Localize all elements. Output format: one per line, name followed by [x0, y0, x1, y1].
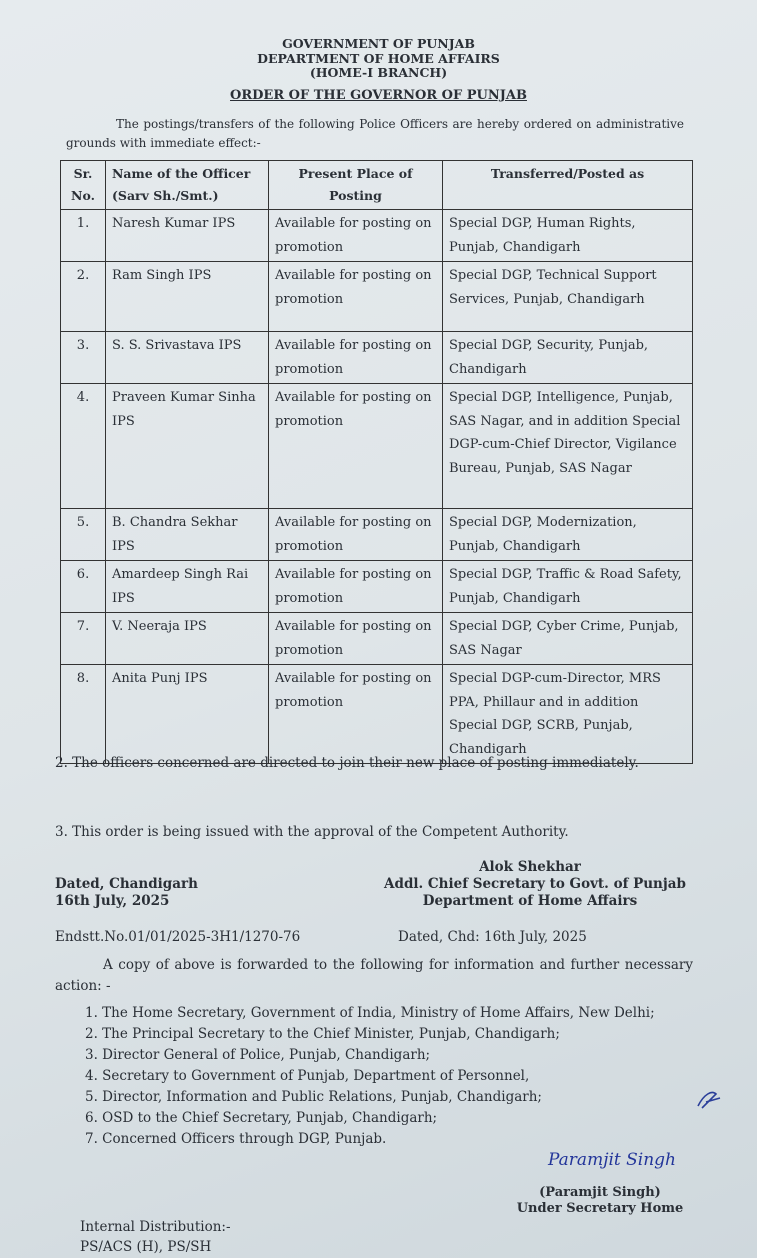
cell-present-posting: Available for posting on promotion	[269, 262, 443, 332]
cell-officer-name: Ram Singh IPS	[106, 262, 269, 332]
cell-present-posting: Available for posting on promotion	[269, 665, 443, 764]
cell-posted-as: Special DGP, Intelligence, Punjab, SAS Nagar, and in addition Special DGP-cum-Chief Director, Vigilance Bureau, Punjab, SAS Nagar	[443, 384, 693, 509]
cell-present-posting: Available for posting on promotion	[269, 561, 443, 613]
cell-officer-name: S. S. Srivastava IPS	[106, 332, 269, 384]
copy-list-item: 7. Concerned Officers through DGP, Punjab.	[85, 1131, 387, 1147]
dated-date: 16th July, 2025	[55, 893, 170, 909]
table-row	[61, 665, 693, 764]
cell-sr: 2.	[61, 262, 106, 332]
cell-present-posting: Available for posting on promotion	[269, 210, 443, 262]
signature: Paramjit Singh	[548, 1150, 676, 1170]
copy-list-item: 6. OSD to the Chief Secretary, Punjab, Chandigarh;	[85, 1110, 438, 1126]
postings-table	[60, 160, 693, 764]
cell-sr: 8.	[61, 665, 106, 764]
copy-list-item: 3. Director General of Police, Punjab, Chandigarh;	[85, 1047, 431, 1063]
dated-place: Dated, Chandigarh	[55, 876, 198, 892]
col-present: Present Place of Posting	[269, 161, 443, 210]
cell-sr: 7.	[61, 613, 106, 665]
cell-officer-name: V. Neeraja IPS	[106, 613, 269, 665]
cell-posted-as: Special DGP, Technical Support Services, Punjab, Chandigarh	[443, 262, 693, 332]
cell-present-posting: Available for posting on promotion	[269, 384, 443, 509]
paragraph-2: 2. The officers concerned are directed to join their new place of posting immediately.	[55, 755, 639, 771]
cell-posted-as: Special DGP, Human Rights, Punjab, Chandigarh	[443, 210, 693, 262]
copy-list-item: 1. The Home Secretary, Government of India, Ministry of Home Affairs, New Delhi;	[85, 1005, 655, 1021]
cell-sr: 5.	[61, 509, 106, 561]
under-secretary-title: Under Secretary Home	[516, 1201, 684, 1216]
cell-sr: 3.	[61, 332, 106, 384]
table-row	[61, 561, 693, 613]
govt-heading: GOVERNMENT OF PUNJAB	[282, 36, 475, 51]
cell-posted-as: Special DGP, Security, Punjab, Chandigarh	[443, 332, 693, 384]
cell-posted-as: Special DGP, Modernization, Punjab, Chandigarh	[443, 509, 693, 561]
cell-sr: 4.	[61, 384, 106, 509]
col-name: Name of the Officer (Sarv Sh./Smt.)	[106, 161, 269, 210]
col-posted: Transferred/Posted as	[443, 161, 693, 210]
signatory-name: Alok Shekhar	[479, 859, 581, 875]
table-row	[61, 262, 693, 332]
cell-sr: 1.	[61, 210, 106, 262]
cell-present-posting: Available for posting on promotion	[269, 332, 443, 384]
initials-mark-icon	[694, 1088, 724, 1112]
paragraph-3: 3. This order is being issued with the approval of the Competent Authority.	[55, 824, 569, 840]
copy-list-item: 4. Secretary to Government of Punjab, Department of Personnel,	[85, 1068, 530, 1084]
copy-list-item: 2. The Principal Secretary to the Chief Minister, Punjab, Chandigarh;	[85, 1026, 560, 1042]
table-header-row	[61, 161, 693, 210]
cell-present-posting: Available for posting on promotion	[269, 613, 443, 665]
internal-distribution-label: Internal Distribution:-	[80, 1219, 231, 1235]
under-secretary-name: (Paramjit Singh)	[539, 1185, 661, 1200]
copy-list-item: 5. Director, Information and Public Relations, Punjab, Chandigarh;	[85, 1089, 542, 1105]
order-title: ORDER OF THE GOVERNOR OF PUNJAB	[230, 88, 527, 103]
table-row	[61, 332, 693, 384]
table-row	[61, 613, 693, 665]
cell-posted-as: Special DGP, Cyber Crime, Punjab, SAS Nagar	[443, 613, 693, 665]
endorsement-date: Dated, Chd: 16th July, 2025	[398, 929, 587, 945]
cell-sr: 6.	[61, 561, 106, 613]
branch-heading: (HOME-I BRANCH)	[309, 65, 448, 80]
table-row	[61, 384, 693, 509]
cell-officer-name: Amardeep Singh Rai IPS	[106, 561, 269, 613]
cell-officer-name: Anita Punj IPS	[106, 665, 269, 764]
signatory-title: Addl. Chief Secretary to Govt. of Punjab	[384, 876, 686, 892]
cell-officer-name: Praveen Kumar Sinha IPS	[106, 384, 269, 509]
cell-posted-as: Special DGP, Traffic & Road Safety, Punjab, Chandigarh	[443, 561, 693, 613]
cell-present-posting: Available for posting on promotion	[269, 509, 443, 561]
copy-list	[85, 1003, 655, 1150]
cell-posted-as: Special DGP-cum-Director, MRS PPA, Phillaur and in addition Special DGP, SCRB, Punjab, Chandigarh	[443, 665, 693, 764]
cell-officer-name: B. Chandra Sekhar IPS	[106, 509, 269, 561]
col-sr: Sr. No.	[61, 161, 106, 210]
cell-officer-name: Naresh Kumar IPS	[106, 210, 269, 262]
intro-paragraph: The postings/transfers of the following Police Officers are hereby ordered on administrative grounds with immediate effect:-	[66, 117, 684, 150]
copy-forward-text: A copy of above is forwarded to the following for information and further necessary action: -	[55, 957, 693, 994]
endorsement-number: Endstt.No.01/01/2025-3H1/1270-76	[55, 929, 301, 945]
department-heading: DEPARTMENT OF HOME AFFAIRS	[257, 51, 500, 66]
table-row	[61, 509, 693, 561]
internal-distribution-value: PS/ACS (H), PS/SH	[80, 1239, 212, 1255]
table-row	[61, 210, 693, 262]
signatory-dept: Department of Home Affairs	[422, 893, 638, 909]
